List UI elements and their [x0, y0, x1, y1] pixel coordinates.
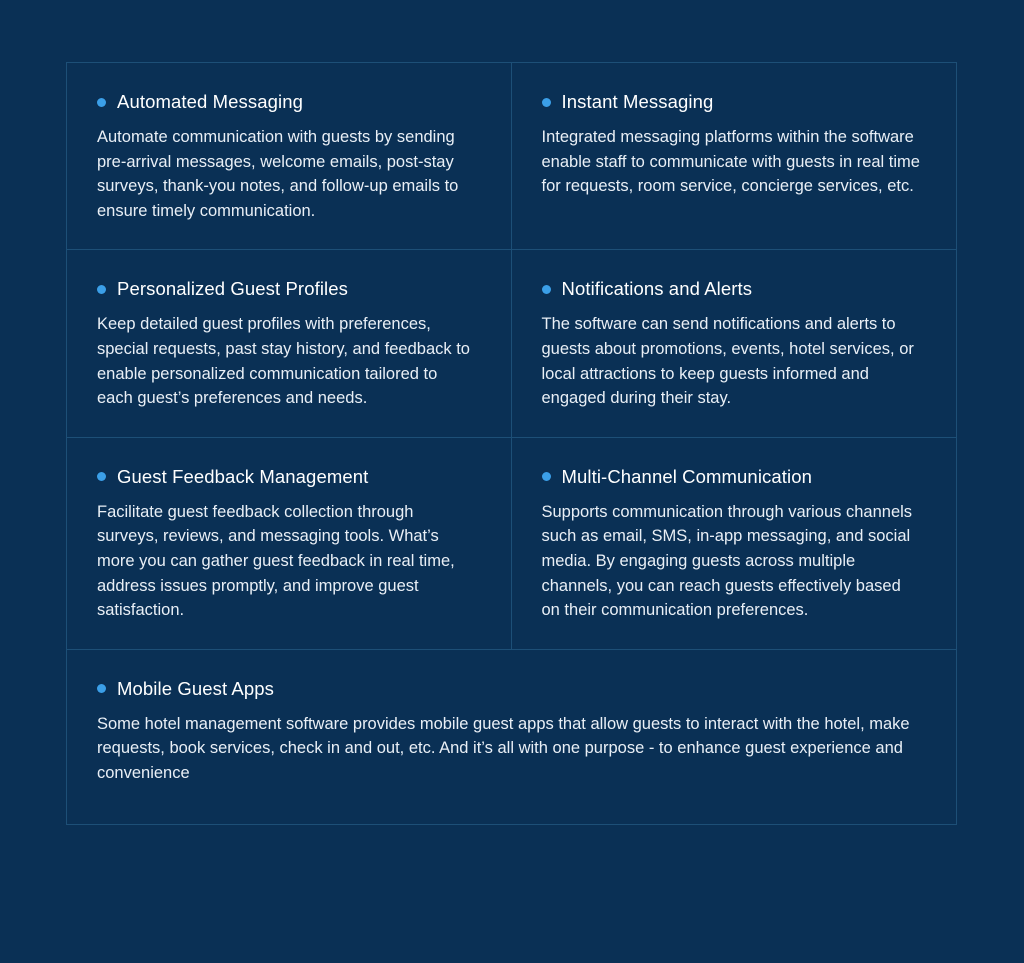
- feature-cell-automated-messaging: [67, 63, 512, 249]
- feature-description: Keep detailed guest profiles with preferences, special requests, past stay history, and feedback to enable personalized communication tailored to each guest’s preferences and needs.: [97, 315, 470, 408]
- feature-cell-guest-feedback-management: [67, 438, 512, 649]
- feature-heading: [542, 466, 927, 488]
- bullet-dot-icon: [97, 98, 106, 107]
- feature-cell-instant-messaging: [512, 63, 957, 249]
- bullet-dot-icon: [97, 285, 106, 294]
- bullet-dot-icon: [542, 472, 551, 481]
- feature-heading: [97, 466, 481, 488]
- feature-description: Integrated messaging platforms within the software enable staff to communicate with guests in real time for requests, room service, concierge services, etc.: [541, 128, 920, 196]
- feature-cell-mobile-guest-apps: [67, 650, 956, 824]
- feature-heading: [542, 91, 927, 113]
- bullet-dot-icon: [542, 98, 551, 107]
- feature-heading: [542, 278, 927, 300]
- feature-cell-notifications-and-alerts: [512, 250, 957, 436]
- feature-table: [66, 62, 957, 825]
- bullet-dot-icon: [542, 285, 551, 294]
- feature-title: Automated Messaging: [117, 91, 303, 112]
- feature-cell-personalized-guest-profiles: [67, 250, 512, 436]
- feature-description: Supports communication through various channels such as email, SMS, in-app messaging, and social media. By engaging guests across multiple channels, you can reach guests effectively based on their communication preferences.: [541, 502, 913, 620]
- table-row: [67, 63, 956, 250]
- feature-description: Facilitate guest feedback collection through surveys, reviews, and messaging tools. What’s more you can gather guest feedback in real time, address issues promptly, and improve guest satisfaction.: [97, 502, 455, 620]
- table-row: [67, 650, 956, 824]
- feature-heading: [97, 91, 481, 113]
- feature-title: Multi-Channel Communication: [561, 465, 812, 487]
- feature-description: The software can send notifications and alerts to guests about promotions, events, hotel services, or local attractions to keep guests informed and engaged during their stay.: [541, 315, 914, 408]
- bullet-dot-icon: [97, 472, 106, 481]
- table-row: [67, 438, 956, 650]
- feature-cell-multi-channel-communication: [512, 438, 957, 649]
- feature-title: Personalized Guest Profiles: [117, 278, 348, 300]
- feature-title: Notifications and Alerts: [561, 278, 753, 300]
- bullet-dot-icon: [97, 684, 106, 693]
- feature-description: Some hotel management software provides mobile guest apps that allow guests to interact with the hotel, make requests, book services, check in and out, etc. And it’s all with one purpose - to enhance guest experience and convenience: [97, 714, 910, 782]
- feature-title: Instant Messaging: [561, 91, 714, 112]
- feature-description: Automate communication with guests by sending pre-arrival messages, welcome emails, post-stay surveys, thank-you notes, and follow-up emails to ensure timely communication.: [97, 128, 459, 220]
- table-row: [67, 250, 956, 437]
- feature-title: Mobile Guest Apps: [117, 677, 274, 699]
- feature-heading: [97, 678, 926, 700]
- feature-title: Guest Feedback Management: [117, 465, 369, 487]
- feature-heading: [97, 278, 481, 300]
